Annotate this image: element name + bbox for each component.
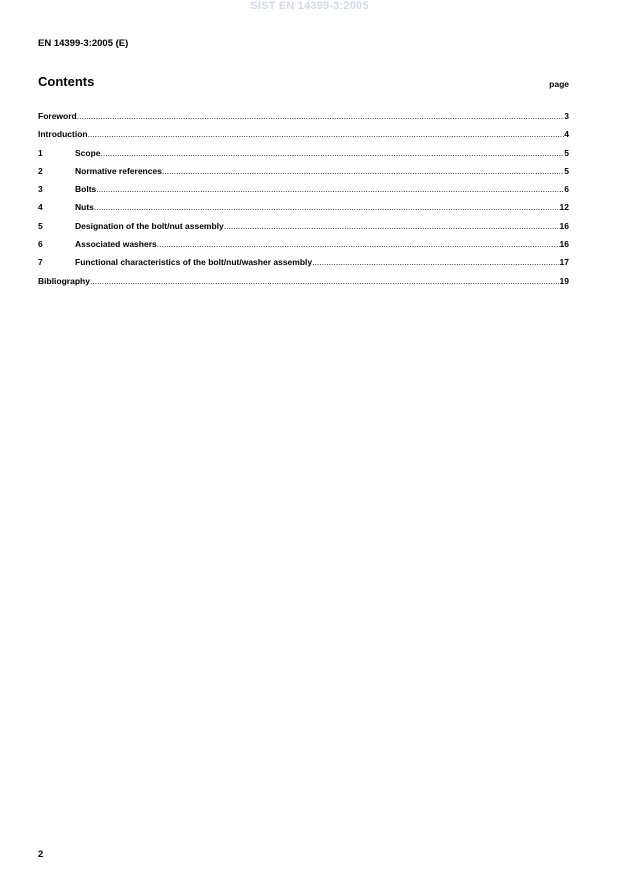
toc-entry-page: 6: [564, 184, 569, 195]
toc-entry-title: Functional characteristics of the bolt/nut/washer assembly: [75, 257, 313, 268]
table-of-contents: [38, 111, 569, 294]
toc-entry-title: Designation of the bolt/nut assembly: [75, 220, 224, 231]
toc-entry-title: Introduction: [38, 129, 88, 140]
document-id: EN 14399-3:2005 (E): [38, 38, 129, 49]
toc-dot-leader: [88, 129, 565, 139]
toc-entry-number: 1: [38, 147, 43, 158]
toc-entry-functional-characteristics[interactable]: [38, 257, 569, 275]
toc-entry-page: 16: [559, 220, 569, 231]
watermark: SIST EN 14399-3:2005: [250, 0, 369, 12]
toc-entry-number: 2: [38, 165, 43, 176]
toc-dot-leader: [162, 166, 564, 176]
toc-entry-page: 12: [559, 202, 569, 213]
toc-entry-title: Normative references: [75, 165, 162, 176]
toc-dot-leader: [96, 184, 564, 194]
toc-dot-leader: [101, 148, 565, 158]
toc-entry-page: 17: [559, 257, 569, 268]
toc-entry-title: Bolts: [75, 184, 97, 195]
toc-entry-page: 3: [564, 111, 569, 121]
toc-entry-number: 7: [38, 257, 43, 268]
toc-entry-normative-references[interactable]: [38, 166, 569, 184]
toc-dot-leader: [94, 202, 560, 212]
toc-dot-leader: [157, 239, 560, 249]
toc-entry-number: 5: [38, 220, 43, 231]
toc-entry-associated-washers[interactable]: [38, 239, 569, 257]
toc-entry-title: Foreword: [38, 111, 77, 121]
page-number: 2: [38, 849, 44, 860]
toc-dot-leader: [312, 257, 559, 267]
page-column-heading: page: [549, 79, 569, 89]
toc-entry-designation[interactable]: [38, 221, 569, 239]
toc-entry-nuts[interactable]: [38, 202, 569, 220]
toc-entry-foreword[interactable]: [38, 111, 569, 129]
toc-entry-number: 6: [38, 239, 43, 250]
toc-entry-page: 4: [564, 129, 569, 140]
toc-entry-page: 5: [564, 147, 569, 158]
toc-entry-introduction[interactable]: [38, 129, 569, 147]
contents-heading: Contents: [38, 74, 95, 89]
toc-entry-page: 16: [559, 239, 569, 250]
toc-entry-number: 3: [38, 184, 43, 195]
toc-entry-scope[interactable]: [38, 148, 569, 166]
toc-entry-page: 5: [564, 165, 569, 176]
toc-entry-title: Associated washers: [75, 239, 157, 250]
toc-entry-title: Scope: [75, 147, 101, 158]
toc-dot-leader: [90, 276, 560, 286]
toc-entry-bolts[interactable]: [38, 184, 569, 202]
toc-entry-page: 19: [559, 275, 569, 286]
toc-dot-leader: [77, 111, 565, 121]
toc-entry-number: 4: [38, 202, 43, 213]
toc-dot-leader: [224, 221, 560, 231]
toc-entry-bibliography[interactable]: [38, 276, 569, 294]
toc-entry-title: Nuts: [75, 202, 94, 213]
toc-entry-title: Bibliography: [38, 275, 90, 286]
